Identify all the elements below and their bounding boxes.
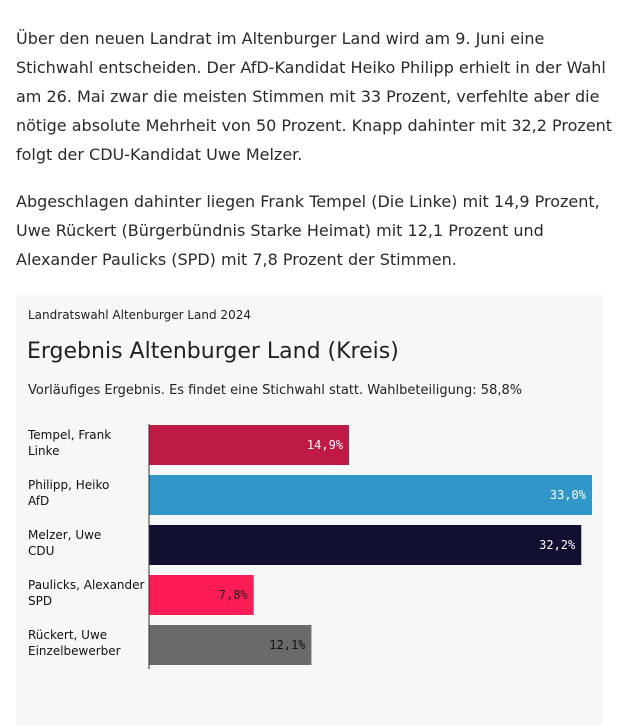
chart-title: Ergebnis Altenburger Land (Kreis) (27, 339, 399, 364)
candidate-name-label: Paulicks, Alexander (28, 578, 145, 592)
party-label: SPD (28, 594, 53, 608)
article-text (16, 24, 616, 292)
article-paragraph-1: Über den neuen Landrat im Altenburger Land wird am 9. Juni eine Stichwahl entscheiden. Der AfD-Kandidat Heiko Philipp erhielt in der Wahl am 26. Mai zwar die meisten Stimmen mit 33 Prozent, verfehlte aber die nötige absolute Mehrheit von 50 Prozent. Knapp dahinter mit 32,2 Prozent folgt der CDU-Kandidat Uwe Melzer. (16, 29, 613, 164)
chart-kicker: Landratswahl Altenburger Land 2024 (28, 308, 251, 322)
bar (149, 475, 592, 515)
article-paragraph-2: Abgeschlagen dahinter liegen Frank Tempel (Die Linke) mit 14,9 Prozent, Uwe Rückert (Bürgerbündnis Starke Heimat) mit 12,1 Prozent und Alexander Paulicks (SPD) mit 7,8 Prozent der Stimmen. (16, 192, 600, 269)
value-label: 12,1% (269, 638, 306, 652)
party-label: CDU (28, 544, 55, 558)
bar-group (28, 525, 581, 565)
bar-group (27, 425, 349, 465)
bar-group (28, 625, 311, 665)
candidate-name-label: Rückert, Uwe (28, 628, 108, 642)
candidate-name-label: Melzer, Uwe (28, 528, 102, 542)
bar-chart (16, 415, 603, 685)
bar-group (28, 475, 592, 515)
chart-container (16, 295, 603, 725)
party-label: Einzelbewerber (28, 644, 121, 658)
candidate-name-label: Tempel, Frank (28, 428, 112, 442)
bar (149, 525, 581, 565)
value-label: 7,8% (218, 588, 248, 602)
value-label: 33,0% (549, 488, 586, 502)
value-label: 14,9% (306, 438, 344, 452)
value-label: 32,2% (539, 538, 576, 552)
candidate-name-label: Philipp, Heiko (28, 478, 110, 492)
chart-subtitle: Vorläufiges Ergebnis. Es findet eine Stichwahl statt. Wahlbeteiligung: 58,8% (28, 383, 523, 398)
party-label: Linke (28, 444, 60, 458)
party-label: AfD (28, 494, 50, 508)
bar-group (28, 575, 254, 615)
